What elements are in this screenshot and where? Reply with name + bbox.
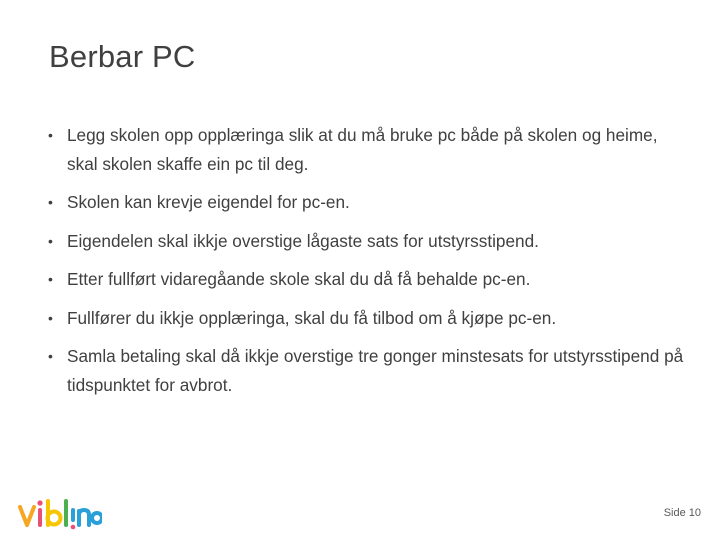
bullet-text: Skolen kan krevje eigendel for pc-en.: [67, 192, 350, 212]
bullet-text: Etter fullført vidaregåande skole skal du då få behalde pc-en.: [67, 269, 531, 289]
bullet-item: [46, 227, 686, 256]
bullet-text: Eigendelen skal ikkje overstige lågaste sats for utstyrsstipend.: [67, 230, 539, 251]
bullet-glyph: •: [48, 127, 53, 143]
bullet-item: [46, 121, 686, 178]
bullet-glyph: •: [48, 271, 53, 287]
bullet-text: Samla betaling skal då ikkje overstige tre gonger minstesats for utstyrsstipend på tidspunktet for avbrot.: [67, 346, 684, 395]
slide-title: Berbar PC: [49, 39, 196, 74]
bullet-item: [46, 265, 686, 294]
bullet-glyph: •: [48, 348, 53, 364]
bullet-glyph: •: [48, 232, 53, 249]
bullet-item: [46, 342, 686, 399]
page-number: Side 10: [663, 507, 701, 519]
bullet-text: Legg skolen opp opplæringa slik at du må bruke pc både på skolen og heime, skal skolen skaffe ein pc til deg.: [67, 125, 658, 174]
bullet-item: [46, 188, 686, 217]
bullet-text: Fullfører du ikkje opplæringa, skal du få tilbod om å kjøpe pc-en.: [67, 307, 557, 328]
bullet-glyph: •: [48, 309, 53, 326]
bullet-item: [46, 304, 686, 333]
bullet-list: [46, 121, 686, 409]
viblino-logo: [18, 498, 102, 532]
bullet-glyph: •: [48, 194, 53, 210]
